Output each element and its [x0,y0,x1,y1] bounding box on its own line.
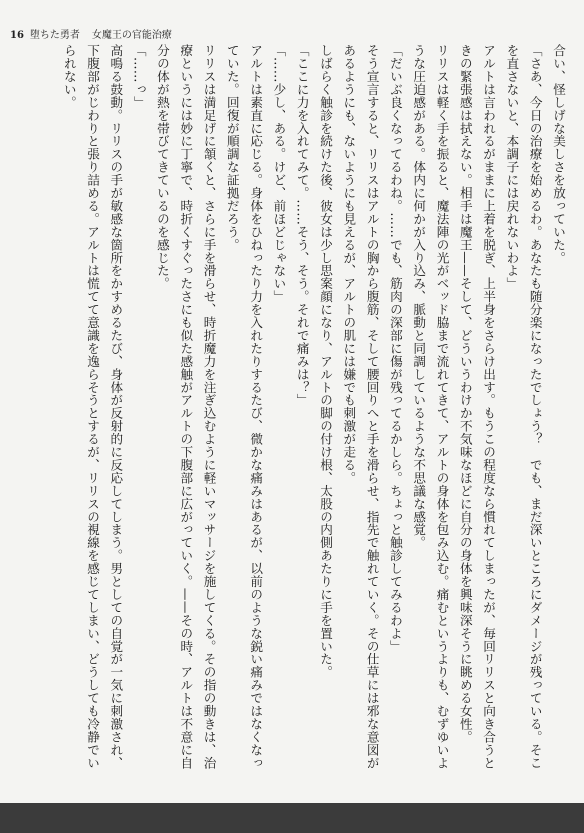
paragraph: アルトは素直に応じる。身体をひねったり力を入れたりするたび、微かな痛みはあるが、以前のような鋭い痛みではなくなっていた。回復が順調な証拠だろう。 [224,44,264,770]
paragraph: そう宣言すると、リリスはアルトの胸から腹筋、そして腰回りへと手を滑らせ、指先で触れていく。その仕草には邪な意図があるようにも、ないようにも見えるが、アルトの肌には嫌でも刺激が走る。 [341,44,380,770]
page-number: 16 [10,30,24,41]
paragraph: 「……少し、ある。けど、前ほどじゃない」 [271,44,287,303]
paragraph: 「ここに力を入れてみて。……そう、そう。それで痛みは？」 [294,44,310,407]
paragraph: 「だいぶ良くなってるわね。……でも、筋肉の深部に傷が残ってるかしら。ちょっと触診してみるわよ」 [387,44,403,653]
body-text [30,44,570,778]
chapter-title: 女魔王の官能治療 [91,30,172,41]
viewer-bottom-bar [0,803,584,833]
paragraph: リリスは軽く手を振ると、魔法陣の光がベッド脇まで流れてきて、アルトの身体を包み込む。痛むというよりも、むずゆいような圧迫感がある。体内に何かが入り込み、脈動と同調しているような不思議な感覚。 [411,44,450,770]
paragraph: アルトは言われるがままに上着を脱ぎ、上半身をさらけ出す。もうこの程度なら慣れてしまったが、毎回リリスと向き合うときの緊張感は拭えない。相手は魔王——そして、どういうわけか不気味なほどに自分の身体を興味深そうに眺める女性。 [457,44,497,770]
paragraph: 「……っ」 [131,44,147,109]
paragraph: しばらく触診を続けた後、彼女は少し思案顔になり、アルトの脚の付け根、太股の内側あたりに手を置いた。 [318,44,334,679]
paragraph: 合い、怪しげな美しさを放っていた。 [551,44,566,265]
paragraph: リリスは満足げに頷くと、さらに手を滑らせ、時折魔力を注ぎ込むように軽いマッサージを施してくる。その指の動きは、治療というには妙に丁寧で、時折くすぐったさにも似た感触がアルトの下腹部に広がっていく。——その時、アルトは不意に自分の体が熱を帯びてきているのを感じた。 [154,44,217,770]
paragraph: 高鳴る鼓動。リリスの手が敏感な箇所をかすめるたび、身体が反射的に反応してしまう。男としての自覚が一気に刺激され、下腹部がじわりと張り詰める。アルトは慌てて意識を逸らそうとするが、リリスの視線を感じてしまい、どうしても冷静でいられない。 [61,44,124,770]
paragraph: 「さあ、今日の治療を始めるわ。あなたも随分楽になったでしょう？ でも、まだ深いところにダメージが残っている。そこを直さないと、本調子には戻れないわよ」 [504,44,543,770]
book-title: 堕ちた勇者 [29,30,80,41]
running-head [10,26,172,42]
